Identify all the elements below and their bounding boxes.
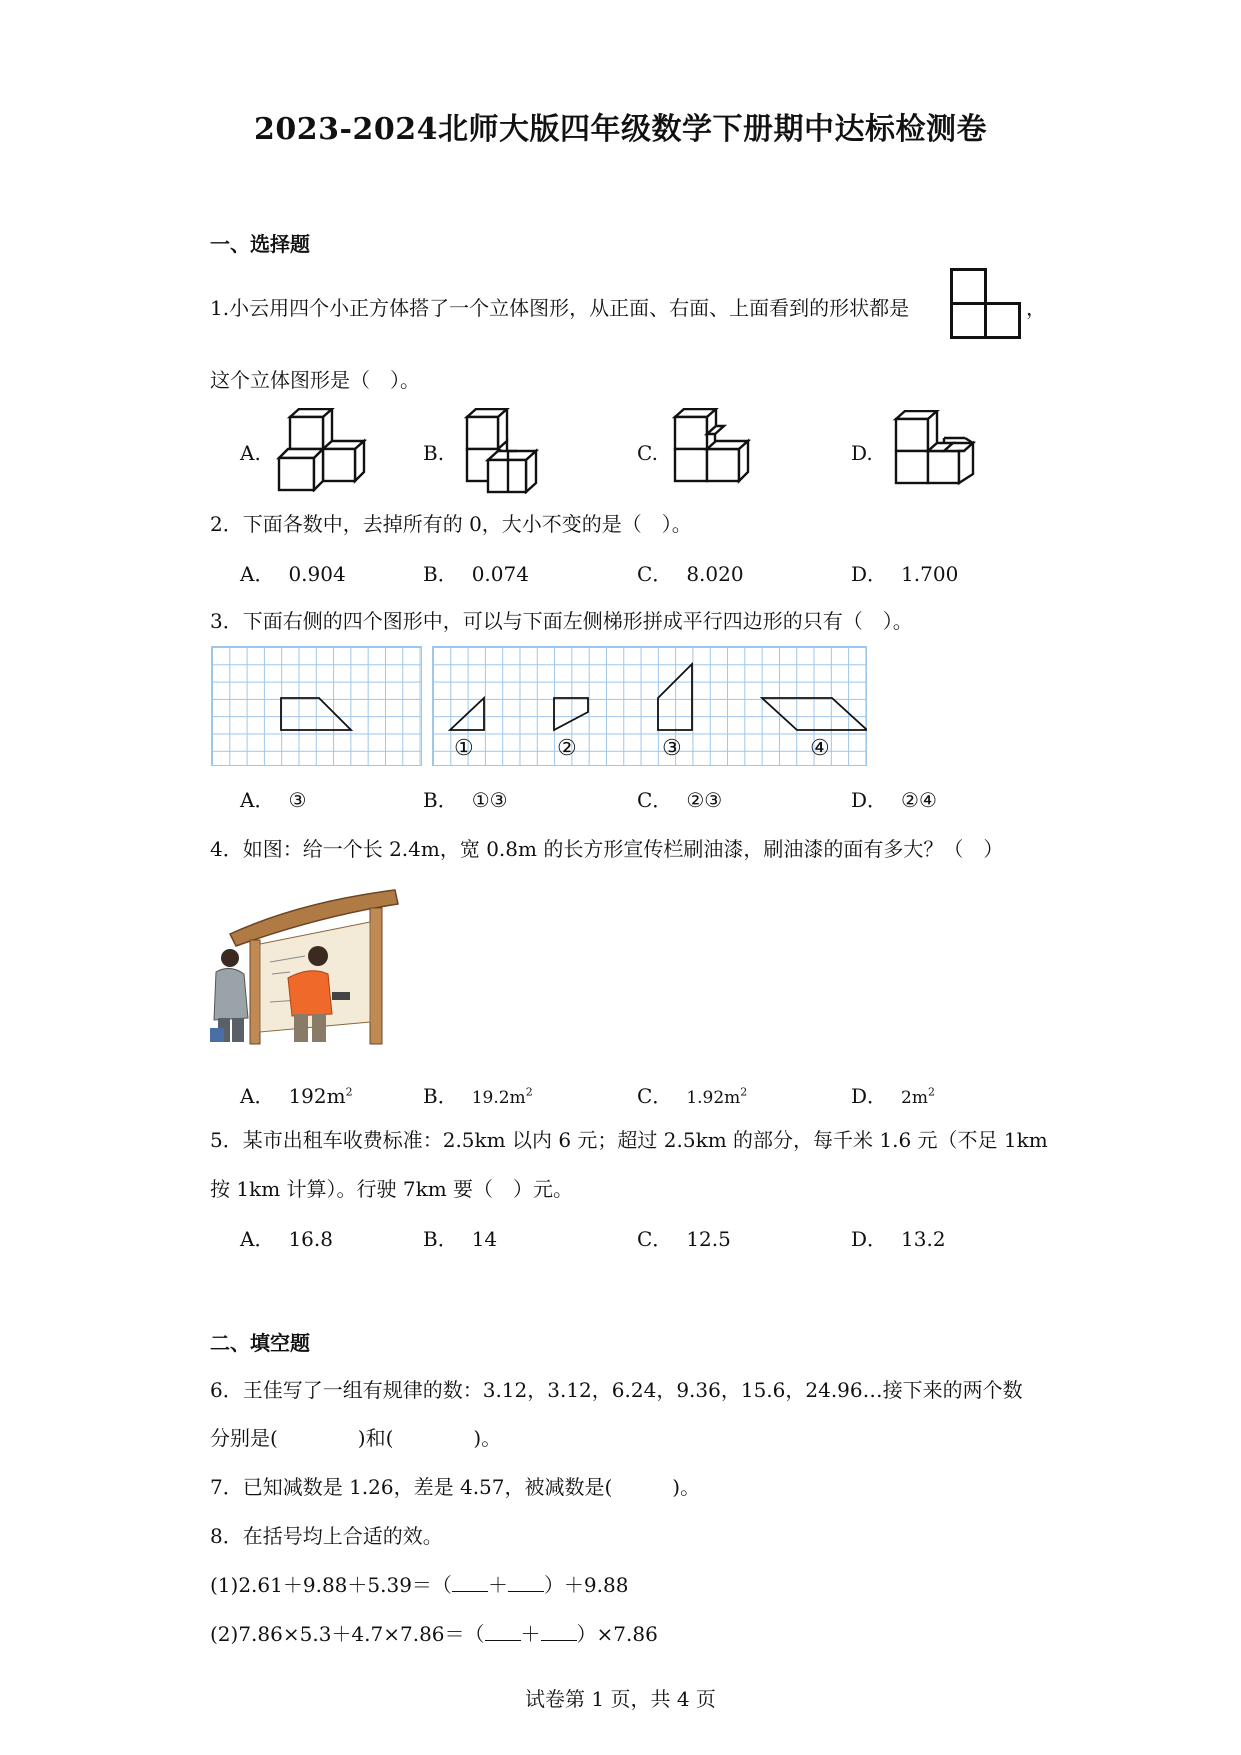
q2-option-d[interactable] (851, 558, 958, 587)
q3-option-a[interactable] (240, 784, 306, 813)
option-letter: B． (423, 562, 458, 586)
q1-option-c[interactable]: C. (637, 441, 658, 465)
q8-part-2-blank-1[interactable] (485, 1622, 521, 1641)
option-letter: D． (851, 1227, 888, 1251)
option-letter: A． (240, 562, 275, 586)
question-7-text: 7．已知减数是 1.26，差是 4.57，被减数是( )。 (210, 1475, 701, 1499)
question-8-text: 8．在括号均上合适的效。 (210, 1524, 443, 1548)
question-6-text: 6．王佳写了一组有规律的数：3.12，3.12，6.24，9.36，15.6，24.96…接下来的两个数 (210, 1378, 1023, 1402)
q3-shape-label-3: ③ (662, 736, 682, 761)
option-value: ②④ (901, 788, 937, 812)
option-letter: B． (423, 1084, 458, 1108)
section-heading-choice: 一、选择题 (210, 232, 310, 256)
option-value: ③ (288, 788, 307, 812)
q8-part-1-plus: ＋ (487, 1573, 508, 1597)
question-1-comma: ， (1026, 296, 1046, 320)
option-value: 13.2 (901, 1227, 946, 1251)
option-value: ①③ (471, 788, 508, 812)
option-exponent: 2 (740, 1085, 748, 1099)
option-exponent: 2 (927, 1085, 935, 1099)
q3-shape-label-2: ② (557, 736, 577, 761)
q2-option-c[interactable] (637, 558, 744, 587)
option-letter: C． (637, 788, 673, 812)
section-heading-fill: 二、填空题 (210, 1331, 310, 1355)
question-8-part-2 (210, 1618, 658, 1647)
option-value: 16.8 (288, 1227, 333, 1251)
q3-shapes (432, 646, 867, 766)
q5-option-b[interactable] (423, 1223, 497, 1252)
option-letter: C． (637, 562, 673, 586)
q1-view-figure (950, 268, 1022, 340)
question-2-text: 2．下面各数中，去掉所有的 0，大小不变的是（ ）。 (210, 512, 692, 536)
q8-part-2-plus: ＋ (520, 1622, 541, 1646)
q1-option-b[interactable]: B. (423, 441, 445, 465)
q3-shape-label-4: ④ (810, 736, 830, 761)
page-footer: 试卷第 1 页，共 4 页 (525, 1687, 716, 1711)
option-letter: D． (851, 562, 888, 586)
option-value: 1.92m (686, 1088, 741, 1108)
q4-bulletin-board-illustration (210, 882, 405, 1047)
page-title: 2023-2024北师大版四年级数学下册期中达标检测卷 (254, 112, 987, 147)
option-letter: B． (423, 1227, 458, 1251)
option-letter: B． (423, 788, 458, 812)
question-6-text-2: 分别是( )和( )。 (210, 1426, 502, 1450)
question-1-text-2: 这个立体图形是（ ）。 (210, 368, 420, 392)
option-value: 14 (471, 1227, 498, 1251)
q3-option-d[interactable] (851, 784, 937, 813)
q8-part-2-blank-2[interactable] (541, 1622, 577, 1641)
q1-option-d-figure (893, 410, 979, 492)
q5-option-a[interactable] (240, 1223, 333, 1252)
option-value: 1.700 (901, 562, 959, 586)
q4-option-a[interactable] (240, 1080, 353, 1109)
option-exponent: 2 (525, 1085, 533, 1099)
option-letter: D． (851, 1084, 888, 1108)
question-5-text: 5．某市出租车收费标准：2.5km 以内 6 元；超过 2.5km 的部分，每千米 1.6 元（不足 1km (210, 1128, 1048, 1152)
q1-option-c-figure (672, 408, 752, 490)
q8-part-1-prefix: (1)2.61＋9.88＋5.39＝（ (210, 1573, 452, 1597)
q2-option-b[interactable] (423, 558, 529, 587)
q8-part-1-suffix: ）＋9.88 (543, 1573, 629, 1597)
option-exponent: 2 (345, 1085, 353, 1099)
option-value: 192m (288, 1084, 346, 1108)
option-letter: A． (240, 1084, 275, 1108)
option-letter: C． (637, 1084, 673, 1108)
q4-option-c[interactable] (637, 1080, 747, 1109)
option-value: 19.2m (471, 1088, 526, 1108)
question-4-text: 4．如图：给一个长 2.4m，宽 0.8m 的长方形宣传栏刷油漆，刷油漆的面有多大？（ ） (210, 837, 1004, 861)
option-value: 0.074 (471, 562, 529, 586)
q3-trapezoid (211, 646, 421, 766)
option-letter: A． (240, 788, 275, 812)
option-letter: D． (851, 788, 888, 812)
q5-option-d[interactable] (851, 1223, 946, 1252)
option-value: 8.020 (686, 562, 744, 586)
option-value: 12.5 (686, 1227, 731, 1251)
q1-option-b-figure (464, 408, 546, 494)
option-value: 0.904 (288, 562, 346, 586)
question-5-text-2: 按 1km 计算）。行驶 7km 要（ ）元。 (210, 1177, 574, 1201)
q2-option-a[interactable] (240, 558, 346, 587)
q8-part-2-suffix: ）×7.86 (576, 1622, 658, 1646)
option-letter: C． (637, 1227, 673, 1251)
q3-shape-label-1: ① (454, 736, 474, 761)
question-3-text: 3．下面右侧的四个图形中，可以与下面左侧梯形拼成平行四边形的只有（ ）。 (210, 609, 913, 633)
q3-option-b[interactable] (423, 784, 508, 813)
option-letter: A． (240, 1227, 275, 1251)
q8-part-2-prefix: (2)7.86×5.3＋4.7×7.86＝（ (210, 1622, 485, 1646)
question-1-text: 1.小云用四个小正方体搭了一个立体图形，从正面、右面、上面看到的形状都是 (210, 296, 910, 320)
question-8-part-1 (210, 1569, 628, 1598)
q3-option-c[interactable] (637, 784, 722, 813)
q1-option-d[interactable]: D. (851, 441, 873, 465)
q8-part-1-blank-1[interactable] (452, 1573, 488, 1592)
q4-option-d[interactable] (851, 1080, 935, 1109)
q5-option-c[interactable] (637, 1223, 731, 1252)
option-value: ②③ (686, 788, 723, 812)
q1-option-a-figure (276, 408, 368, 492)
q1-option-a[interactable]: A. (240, 441, 261, 465)
option-value: 2m (901, 1088, 928, 1108)
q8-part-1-blank-2[interactable] (508, 1573, 544, 1592)
q4-option-b[interactable] (423, 1080, 533, 1109)
